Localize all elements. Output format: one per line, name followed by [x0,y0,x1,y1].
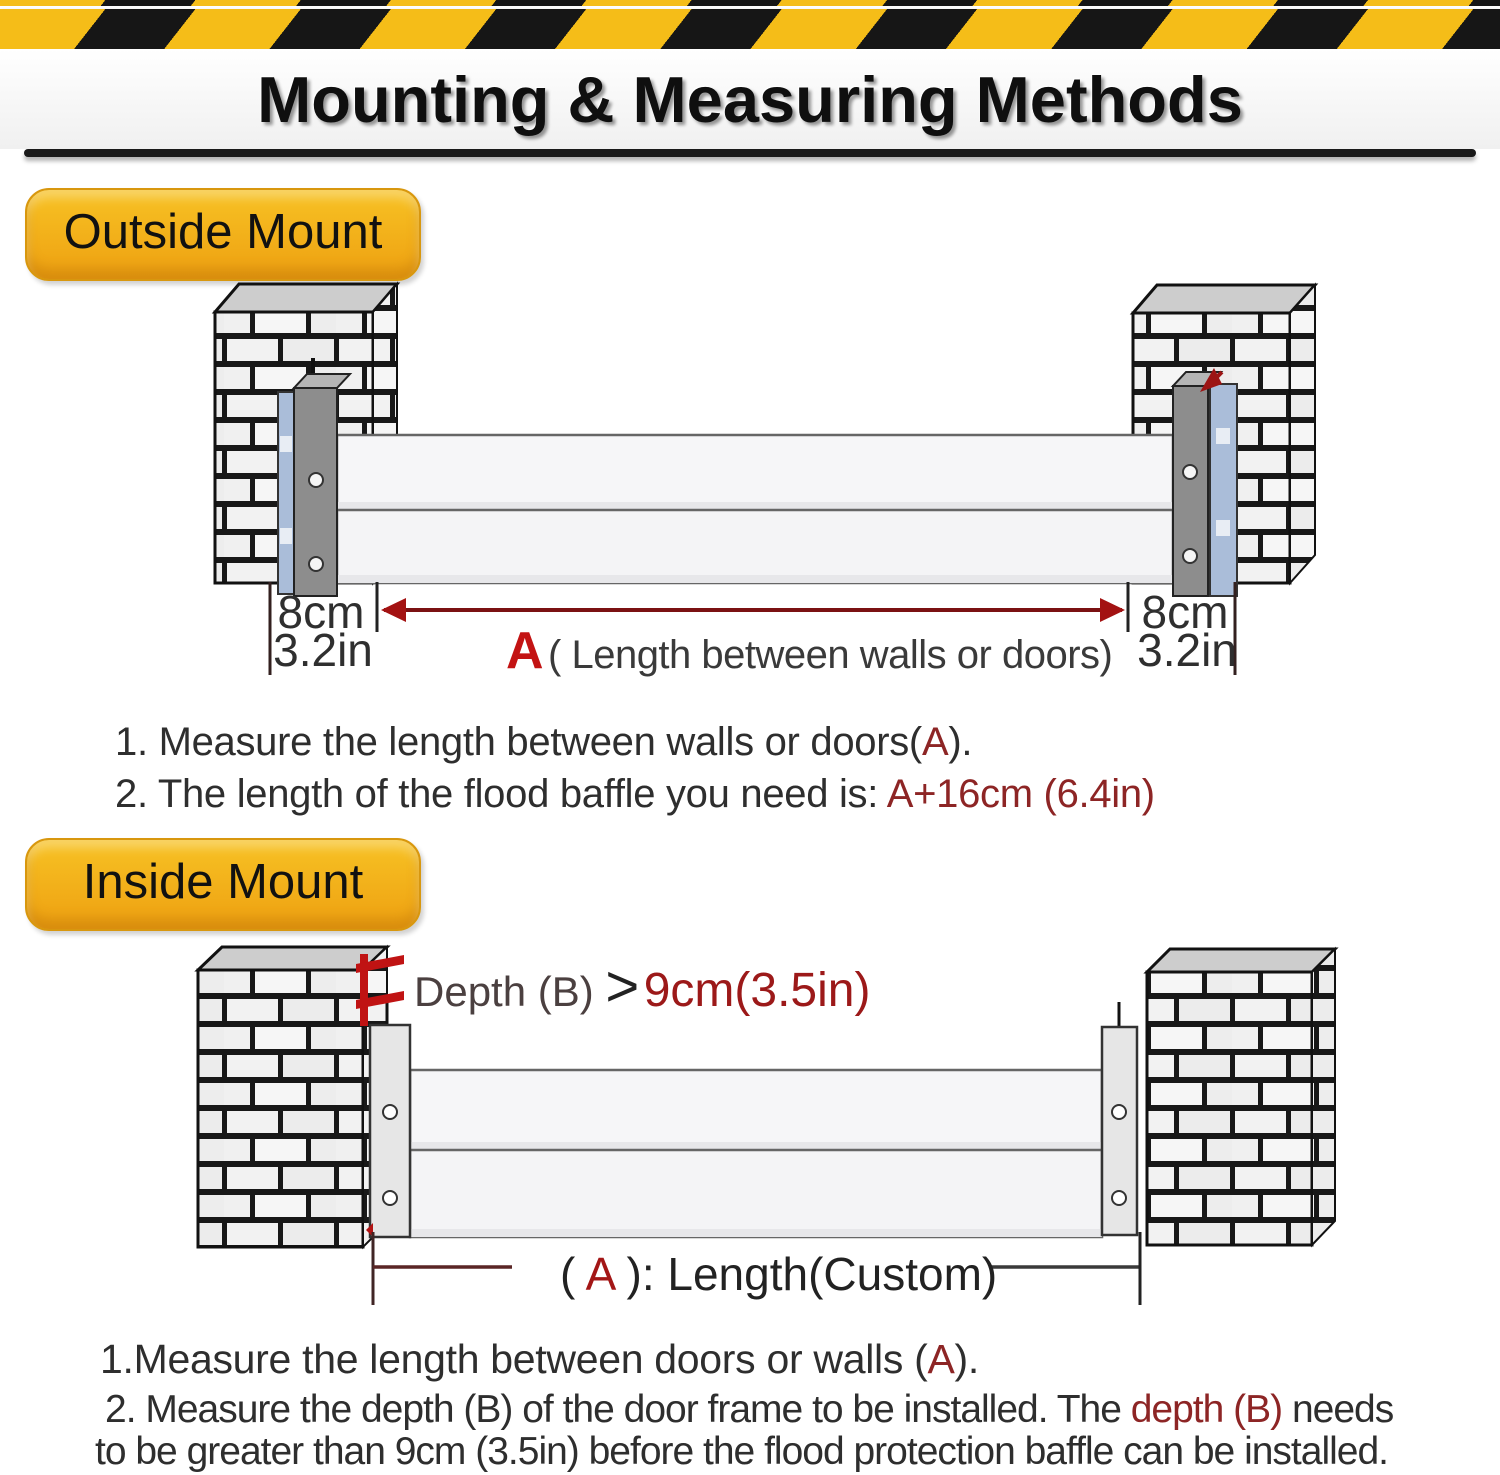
custom-length-label [560,1248,997,1300]
step-text: 2. Measure the depth (B) of the door frame to be installed. The [105,1388,1131,1431]
screw-hole [383,1191,397,1205]
inside-left-bracket [366,1000,410,1237]
length-a-label [506,622,1112,680]
inside-mount-diagram [0,940,1500,1330]
page-title: Mounting & Measuring Methods [257,63,1243,136]
inside-left-pillar [198,947,387,1247]
depth-value-text: 9cm(3.5in) [643,964,871,1017]
hazard-tape-top-edge [0,0,1500,6]
right-width-cm-label: 8cm [1141,586,1229,638]
inside-right-bracket [1102,1002,1137,1235]
inside-right-pillar [1147,949,1335,1245]
inside-mount-badge [25,838,421,931]
arrowhead-right-icon [1100,598,1125,622]
inside-step-1 [100,1336,979,1383]
step-highlight: depth (B) [1130,1388,1283,1431]
outside-step-2 [115,772,1155,817]
depth-label-text: Depth (B) [414,968,606,1015]
custom-length-a: A [585,1248,614,1300]
step-text: to be greater than 9cm (3.5in) before the flood protection baffle can be installed. [95,1430,1388,1473]
title-banner [0,49,1500,149]
left-width-cm-label: 8cm [277,586,365,638]
custom-length-pre: ( [560,1248,576,1300]
step-highlight: A+16cm (6.4in) [886,772,1155,816]
screw-hole [1112,1191,1126,1205]
step-text: 2. The length of the flood baffle you need is: [115,772,887,816]
step-text: needs [1282,1388,1394,1431]
inside-dimension [373,1232,1140,1305]
greater-than-symbol: > [605,954,640,1019]
arrowhead-left-icon [381,598,406,622]
outside-left-seal-strip [278,392,294,594]
screw-hole [1183,465,1197,479]
flood-barrier-outside [337,435,1173,583]
screw-hole [1112,1105,1126,1119]
step-highlight: A [927,1336,955,1382]
screw-hole [1183,549,1197,563]
outside-mount-badge-label: Outside Mount [63,205,383,259]
outside-step-1 [115,720,972,765]
title-divider [24,149,1476,157]
left-width-in-label: 3.2in [273,624,373,676]
length-a-description: ( Length between walls or doors) [548,633,1113,677]
step-text: ). [948,720,973,764]
length-a-letter: A [506,622,544,680]
step-text: ). [954,1336,979,1382]
depth-label [414,954,870,1019]
custom-length-post: ): Length(Custom) [626,1248,998,1300]
inside-step-2 [105,1388,1393,1432]
screw-hole [309,473,323,487]
inside-mount-badge-label: Inside Mount [82,855,364,909]
screw-hole [383,1105,397,1119]
outside-mount-diagram [0,280,1500,700]
right-width-in-label: 3.2in [1137,624,1237,676]
outside-dimension [270,582,1237,680]
inside-step-2-continued [95,1430,1388,1474]
flood-barrier-inside [410,1070,1102,1237]
screw-hole [309,557,323,571]
step-text: 1. Measure the length between walls or doors( [115,720,922,764]
hazard-tape-banner [0,9,1500,49]
step-highlight: A [921,720,949,764]
outside-mount-badge [25,188,421,281]
step-text: 1.Measure the length between doors or walls ( [100,1336,928,1382]
